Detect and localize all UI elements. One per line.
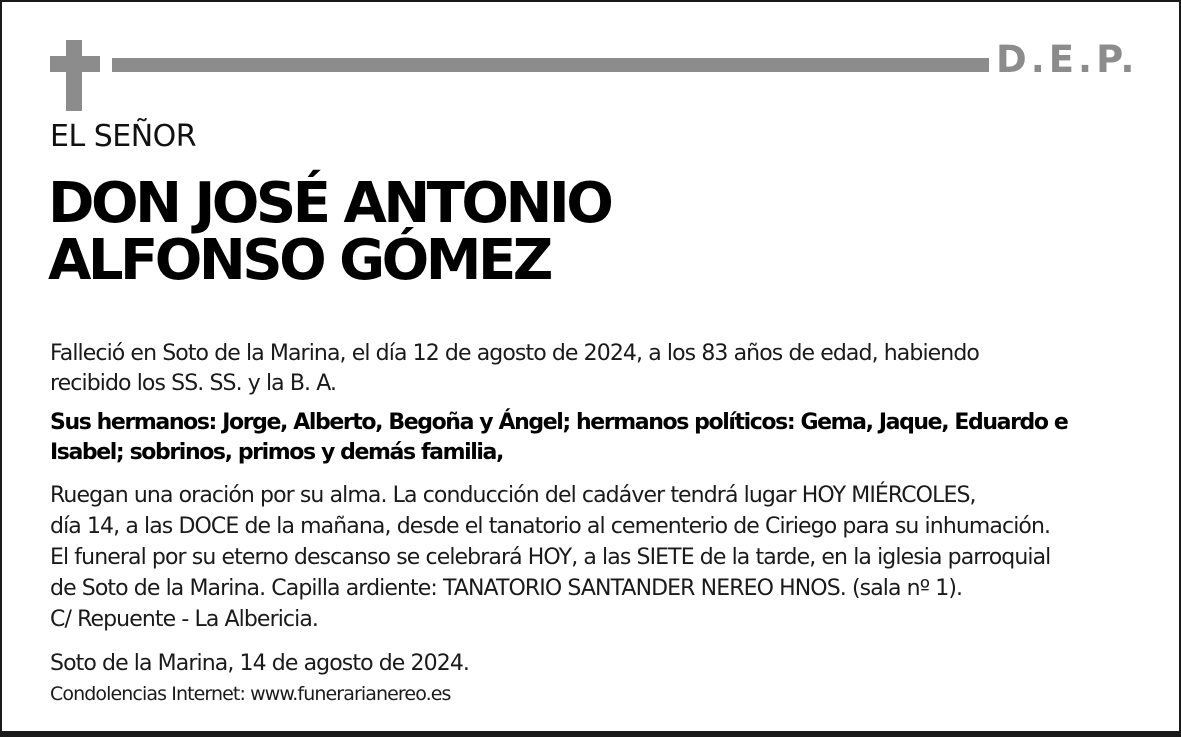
family-line-2: Isabel; sobrinos, primos y demás familia, (50, 440, 503, 465)
condolences-line: Condolencias Internet: www.funerarianereo.es (50, 683, 451, 705)
deceased-name-line-1: DON JOSÉ ANTONIO (48, 171, 611, 236)
honorific: EL SEÑOR (50, 119, 197, 154)
ceremony-line-1: Ruegan una oración por su alma. La conducción del cadáver tendrá lugar HOY MIÉRCOLES, (50, 483, 976, 508)
header-rule (112, 58, 989, 72)
cross-icon (50, 40, 100, 111)
deceased-name-line-2: ALFONSO GÓMEZ (48, 228, 550, 293)
ceremony-line-4: de Soto de la Marina. Capilla ardiente: TANATORIO SANTANDER NEREO HNOS. (sala nº 1). (50, 576, 963, 601)
family-line-1: Sus hermanos: Jorge, Alberto, Begoña y Ángel; hermanos políticos: Gema, Jaque, Eduardo e (50, 410, 1068, 435)
ceremony-line-2: día 14, a las DOCE de la mañana, desde el tanatorio al cementerio de Ciriego para su inhumación. (50, 514, 1051, 539)
death-notice-line-2: recibido los SS. SS. y la B. A. (50, 371, 337, 396)
ceremony-line-5: C/ Repuente - La Albericia. (50, 607, 319, 632)
place-date: Soto de la Marina, 14 de agosto de 2024. (50, 651, 470, 676)
ceremony-line-3: El funeral por su eterno descanso se celebrará HOY, a las SIETE de la tarde, en la iglesia parroquial (50, 545, 1051, 570)
dep-label: D.E.P. (996, 38, 1139, 81)
death-notice-line-1: Falleció en Soto de la Marina, el día 12 de agosto de 2024, a los 83 años de edad, habiendo (50, 341, 979, 366)
